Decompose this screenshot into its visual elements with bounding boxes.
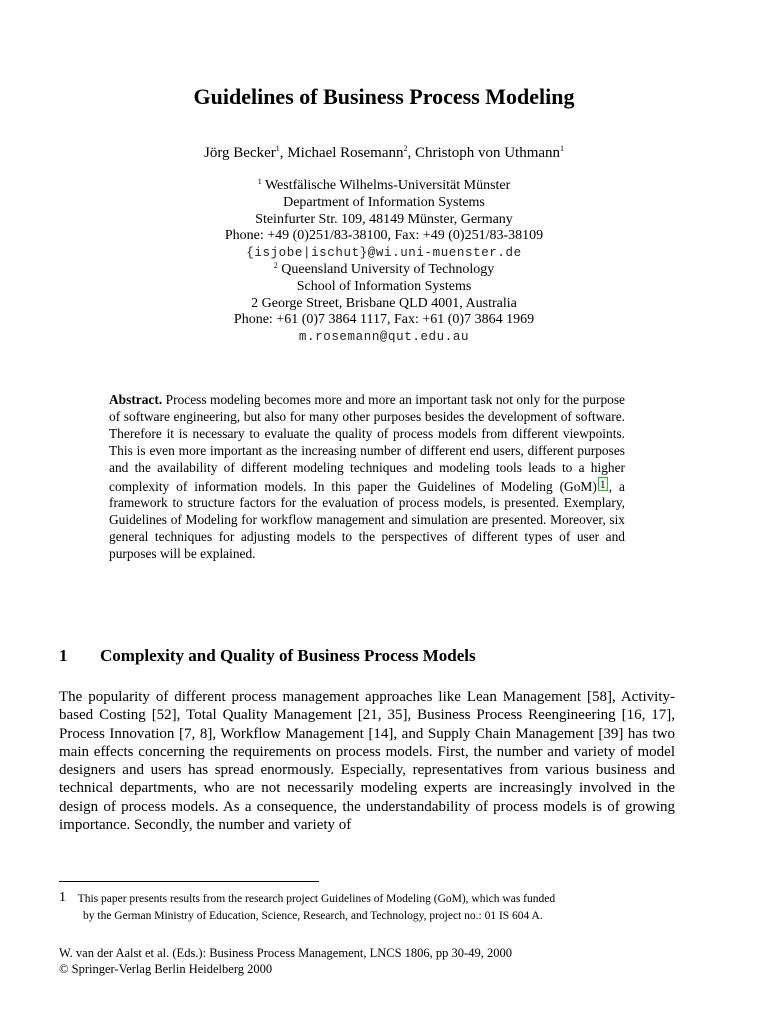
footnote-number: 1 xyxy=(59,890,66,905)
affiliation-block-2 xyxy=(0,262,768,346)
footnote-reference-link[interactable]: 1 xyxy=(599,476,606,491)
affiliation-mark: 2 xyxy=(403,144,408,153)
abstract-text-continued: , a framework to structure factors for the evaluation of process models, is presented. Exemplary, Guidelines of Modeling for workflow management and simulation are presented. Moreover, six general techniques for adjusting models to the perspectives of different types of user and purposes will be explained. xyxy=(109,478,625,562)
paper-title: Guidelines of Business Process Modeling xyxy=(193,84,575,109)
affiliation-email: {isjobe|ischut}@wi.uni-muenster.de xyxy=(246,246,522,261)
footnote-text: This paper presents results from the research project Guidelines of Modeling (GoM), which was funded xyxy=(77,893,556,905)
affiliation-institution: Queensland University of Technology xyxy=(281,262,495,277)
affiliation-phone: Phone: +49 (0)251/83-38100, Fax: +49 (0)251/83-38109 xyxy=(224,228,544,244)
abstract xyxy=(109,392,625,563)
affiliation-department: School of Information Systems xyxy=(296,278,472,294)
author-line xyxy=(0,144,768,162)
affiliation-institution: Westfälische Wilhelms-Universität Münster xyxy=(264,178,511,193)
affiliation-phone: Phone: +61 (0)7 3864 1117, Fax: +61 (0)7 3864 1969 xyxy=(233,312,535,328)
affiliation-mark: 1 xyxy=(560,144,565,153)
affiliation-mark: 1 xyxy=(275,144,280,153)
affiliation-email: m.rosemann@qut.edu.au xyxy=(298,330,470,345)
publication-citation xyxy=(59,945,699,977)
footnote-divider xyxy=(59,881,319,882)
footnote-text-continued: by the German Ministry of Education, Science, Research, and Technology, project no.: 01 IS 604 A. xyxy=(83,910,543,922)
affiliation-address: 2 George Street, Brisbane QLD 4001, Australia xyxy=(251,295,517,311)
abstract-text: Process modeling becomes more and more an important task not only for the purpose of software engineering, but also for many other purposes besides the development of software. Therefore it is necessary to evaluate the quality of process models from different viewpoints. This is even more important as the increasing number of different end users, different purposes and the availability of different modeling techniques and modeling tools leads to a higher complexity of information models. In this paper the Guidelines of Modeling (GoM) xyxy=(109,392,625,494)
section-title: Complexity and Quality of Business Process Models xyxy=(100,646,476,665)
section-heading xyxy=(59,646,476,666)
affiliation-mark: 2 xyxy=(273,261,278,270)
author-separator: , xyxy=(279,145,288,161)
copyright-line: © Springer-Verlag Berlin Heidelberg 2000 xyxy=(59,962,273,976)
body-paragraph: The popularity of different process management approaches like Lean Management [58], Activity-based Costing [52], Total Quality Management [21, 35], Business Process Reengineering [16, 17], Process Innovation [7, 8], Workflow Management [14], and Supply Chain Management [39] has two main effects concerning the requirements on process models. First, the number and variety of model designers and users has spread enormously. Especially, representatives from various business and technical departments, who are not necessarily modeling experts are increasingly involved in the design of process models. As a consequence, the understandability of process models is of growing importance. Secondly, the number and variety of xyxy=(59,689,675,834)
footnote xyxy=(59,889,699,925)
author-name: Christoph von Uthmann xyxy=(415,145,561,161)
author-name: Jörg Becker xyxy=(203,145,276,161)
author-separator: , xyxy=(407,145,416,161)
affiliation-department: Department of Information Systems xyxy=(283,194,485,210)
section-number: 1 xyxy=(59,646,68,665)
affiliation-address: Steinfurter Str. 109, 48149 Münster, Germany xyxy=(255,211,513,227)
abstract-label: Abstract. xyxy=(109,392,163,407)
affiliation-mark: 1 xyxy=(257,177,262,186)
author-name: Michael Rosemann xyxy=(287,145,404,161)
affiliation-block-1 xyxy=(0,178,768,262)
citation-line: W. van der Aalst et al. (Eds.): Business Process Management, LNCS 1806, pp 30-49, 2000 xyxy=(59,946,512,960)
